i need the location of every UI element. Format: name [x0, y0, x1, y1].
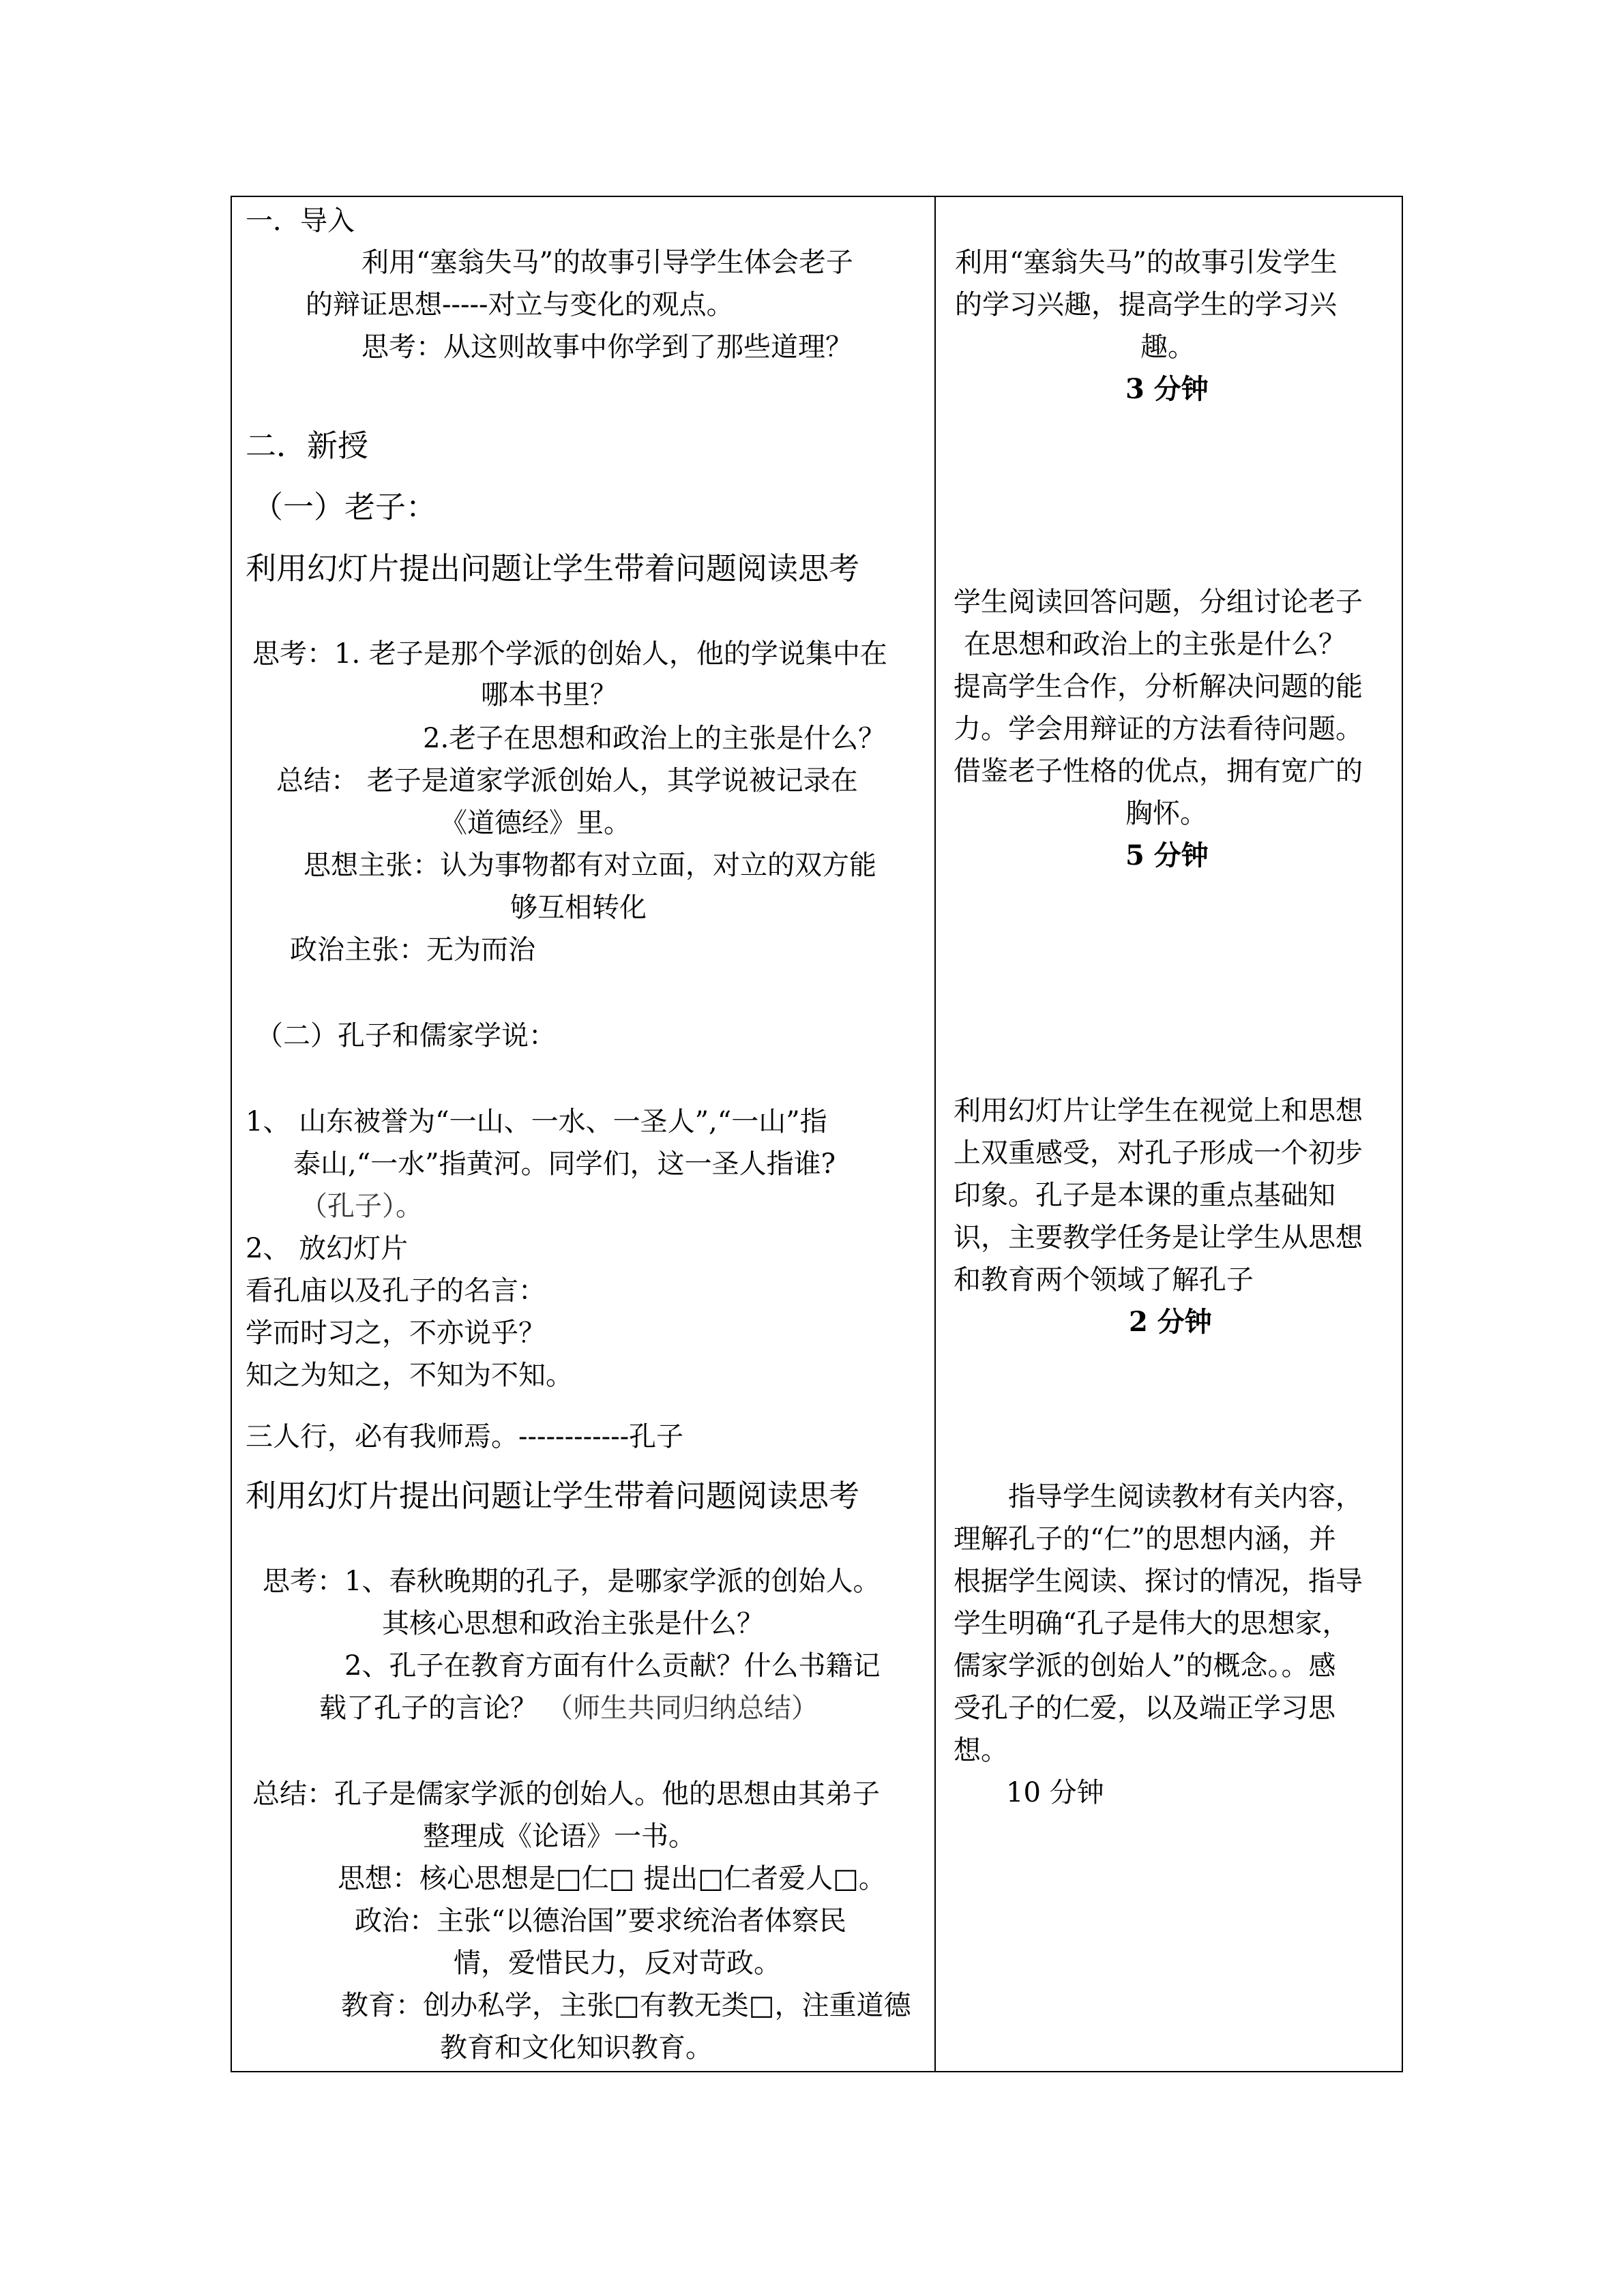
right-note-1-line3: 趣。 — [1140, 331, 1195, 363]
kongzi-quote-1: 学而时习之，不亦说乎？ — [246, 1317, 546, 1349]
right-note-1-line2: 的学习兴趣，提高学生的学习兴 — [955, 289, 1337, 320]
kongzi-politics-line1: 政治：主张“以德治国”要求统治者体察民 — [355, 1905, 846, 1937]
right-note-2-line6: 胸怀。 — [1125, 798, 1207, 829]
laozi-thought-line2: 够互相转化 — [510, 892, 647, 923]
right-note-3-time: 2 分钟 — [1129, 1306, 1212, 1338]
right-note-2-line2: 在思想和政治上的主张是什么？ — [964, 629, 1346, 660]
right-note-3-line3: 印象。孔子是本课的重点基础知 — [954, 1180, 1335, 1211]
kongzi-item-1-answer: （孔子）。 — [300, 1191, 423, 1222]
laozi-question-1-line2: 哪本书里？ — [481, 679, 617, 711]
laozi-politics: 政治主张：无为而治 — [290, 934, 535, 966]
kongzi-education-line2: 教育和文化知识教育。 — [440, 2032, 713, 2063]
kongzi-summary-line1: 总结：孔子是儒家学派的创始人。他的思想由其弟子 — [252, 1778, 880, 1810]
right-note-4-line4: 学生明确“孔子是伟大的思想家， — [954, 1608, 1350, 1639]
laozi-question-2: 2.老子在思想和政治上的主张是什么？ — [423, 723, 886, 754]
laozi-summary-line2: 《道德经》里。 — [440, 807, 631, 839]
right-note-2-line5: 借鉴老子性格的优点，拥有宽广的 — [954, 756, 1363, 787]
right-note-4-line1: 指导学生阅读教材有关内容， — [1008, 1481, 1363, 1512]
right-note-2-time: 5 分钟 — [1125, 839, 1209, 871]
kongzi-question-2-line2: 载了孔子的言论？ — [319, 1693, 537, 1724]
kongzi-quote-2: 知之为知之，不知为不知。 — [246, 1360, 573, 1391]
right-note-4-line5: 儒家学派的创始人”的概念。。感 — [954, 1650, 1336, 1682]
kongzi-quote-3: 三人行，必有我师焉。------------孔子 — [246, 1421, 684, 1452]
laozi-question-1-line1: 思考：1. 老子是那个学派的创始人，他的学说集中在 — [252, 638, 887, 670]
laozi-summary-line1: 总结： 老子是道家学派创始人，其学说被记录在 — [276, 765, 858, 796]
kongzi-question-2-line1: 2、孔子在教育方面有什么贡献？什么书籍记 — [344, 1650, 881, 1682]
kongzi-item-2: 2、 放幻灯片 — [246, 1233, 409, 1264]
right-note-3-line1: 利用幻灯片让学生在视觉上和思想 — [954, 1095, 1363, 1127]
intro-text-line2: 的辩证思想-----对立与变化的观点。 — [306, 289, 734, 320]
intro-question: 思考：从这则故事中你学到了那些道理？ — [361, 331, 853, 363]
intro-text-line1: 利用“塞翁失马”的故事引导学生体会老子 — [361, 247, 853, 278]
right-note-3-line2: 上双重感受，对孔子形成一个初步 — [954, 1137, 1363, 1169]
right-note-4-time: 10 分钟 — [1006, 1777, 1104, 1808]
right-note-4-line7: 想。 — [954, 1735, 1008, 1766]
right-note-4-line6: 受孔子的仁爱，以及端正学习思 — [954, 1693, 1335, 1724]
slide-prompt-laozi: 利用幻灯片提出问题让学生带着问题阅读思考 — [246, 550, 860, 586]
laozi-heading: （一）老子： — [252, 489, 437, 525]
section-heading-intro: 一．导入 — [246, 205, 355, 237]
lesson-plan-table — [231, 196, 1403, 2072]
right-note-2-line4: 力。学会用辩证的方法看待问题。 — [954, 713, 1363, 745]
kongzi-summary-line2: 整理成《论语》一书。 — [423, 1821, 696, 1852]
right-note-1-time: 3 分钟 — [1125, 373, 1209, 405]
right-note-2-line3: 提高学生合作，分析解决问题的能 — [954, 671, 1363, 702]
right-note-3-line4: 识，主要教学任务是让学生从思想 — [954, 1222, 1363, 1253]
kongzi-question-1-line1: 思考：1、春秋晚期的孔子，是哪家学派的创始人。 — [263, 1566, 881, 1597]
kongzi-question-1-line2: 其核心思想和政治主张是什么？ — [382, 1608, 764, 1639]
right-note-2-line1: 学生阅读回答问题，分组讨论老子 — [954, 586, 1363, 618]
right-note-3-line5: 和教育两个领域了解孔子 — [954, 1264, 1254, 1296]
kongzi-item-1-line1: 1、 山东被誉为“一山、一水、一圣人”,“一山”指 — [246, 1106, 827, 1137]
kongzi-item-3: 看孔庙以及孔子的名言： — [246, 1275, 546, 1307]
kongzi-item-1-line2: 泰山,“一水”指黄河。同学们，这一圣人指谁? — [293, 1148, 836, 1180]
slide-prompt-kongzi: 利用幻灯片提出问题让学生带着问题阅读思考 — [246, 1478, 860, 1514]
kongzi-question-2-note: （师生共同归纳总结） — [546, 1693, 818, 1724]
kongzi-heading: （二）孔子和儒家学说： — [256, 1020, 556, 1052]
section-heading-new: 二．新授 — [246, 428, 369, 464]
kongzi-thought: 思想：核心思想是□仁□ 提出□仁者爱人□。 — [338, 1863, 886, 1894]
kongzi-politics-line2: 情，爱惜民力，反对苛政。 — [454, 1948, 781, 1979]
column-divider — [934, 197, 936, 2071]
right-note-1-line1: 利用“塞翁失马”的故事引发学生 — [955, 247, 1338, 278]
right-note-4-line2: 理解孔子的“仁”的思想内涵，并 — [954, 1523, 1336, 1555]
right-note-4-line3: 根据学生阅读、探讨的情况，指导 — [954, 1566, 1363, 1597]
laozi-thought-line1: 思想主张：认为事物都有对立面，对立的双方能 — [304, 850, 876, 881]
kongzi-education-line1: 教育：创办私学，主张□有教无类□，注重道德 — [341, 1990, 911, 2021]
